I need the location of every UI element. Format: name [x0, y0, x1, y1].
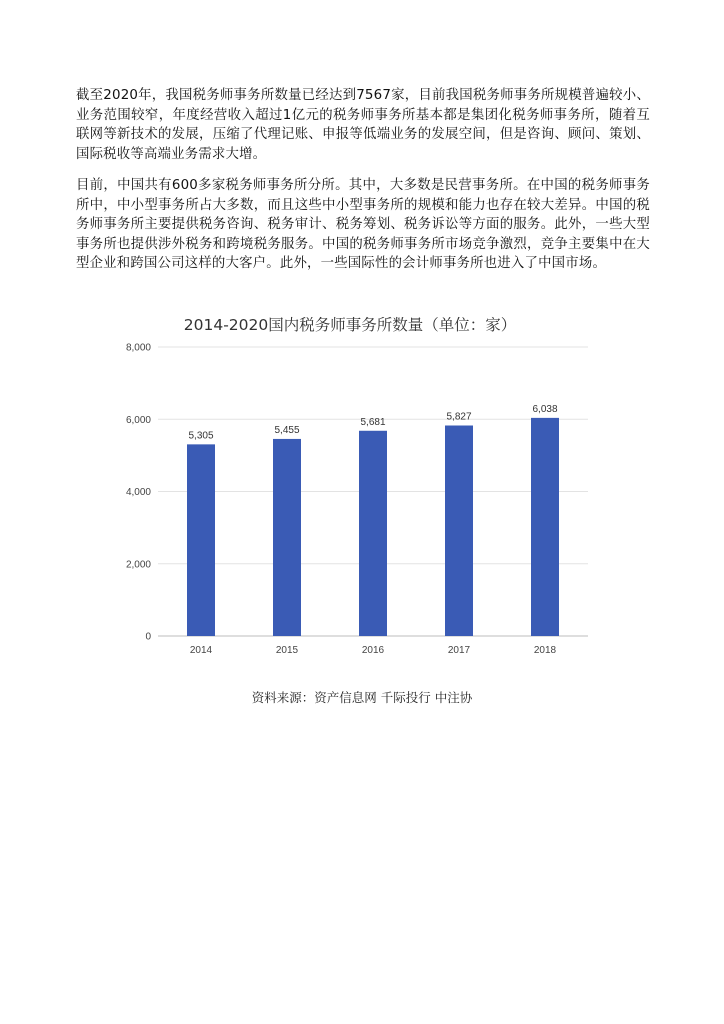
bar-value-label: 6,038: [532, 403, 558, 415]
y-tick-label: 2,000: [125, 559, 151, 571]
y-tick-label: 8,000: [125, 342, 151, 354]
bar-value-label: 5,305: [188, 430, 214, 442]
bar: [359, 431, 387, 636]
source-note: 资料来源：资产信息网 千际投行 中注协: [251, 690, 473, 705]
bar: [445, 425, 473, 636]
chart-title: 2014-2020国内税务师事务所数量（单位：家）: [183, 316, 517, 334]
x-tick-label: 2018: [533, 645, 557, 656]
bar: [187, 444, 215, 636]
y-tick-label: 6,000: [125, 414, 151, 426]
bar-value-label: 5,455: [274, 424, 300, 436]
bar: [531, 418, 559, 636]
x-tick-label: 2016: [361, 645, 385, 656]
y-tick-label: 0: [145, 631, 151, 643]
y-tick-label: 4,000: [125, 487, 151, 498]
bar-chart-svg: [118, 310, 598, 660]
x-tick-label: 2014: [189, 645, 213, 656]
bar-value-label: 5,827: [446, 411, 472, 423]
bar-value-label: 5,681: [360, 416, 386, 428]
bar-chart: [118, 310, 598, 660]
bar: [273, 439, 301, 636]
x-tick-label: 2017: [447, 645, 471, 656]
intro-paragraph: 截至2020年，我国税务师事务所数量已经达到7567家，目前我国税务师事务所规模普遍较小、业务范围较窄，年度经营收入超过1亿元的税务师事务所基本都是集团化税务师事务所，随着互联网等新技术的发展，压缩了代理记账、申报等低端业务的发展空间，但是咨询、顾问、策划、国际税收等高端业务需求大增。: [76, 88, 650, 162]
x-tick-label: 2015: [275, 645, 299, 656]
detail-paragraph: 目前，中国共有600多家税务师事务所分所。其中，大多数是民营事务所。在中国的税务师事务所中，中小型事务所占大多数，而且这些中小型事务所的规模和能力也存在较大差异。中国的税务师事务所主要提供税务咨询、税务审计、税务筹划、税务诉讼等方面的服务。此外，一些大型事务所也提供涉外税务和跨境税务服务。中国的税务师事务所市场竞争激烈，竞争主要集中在大型企业和跨国公司这样的大客户。此外，一些国际性的会计师事务所也进入了中国市场。: [76, 178, 650, 271]
